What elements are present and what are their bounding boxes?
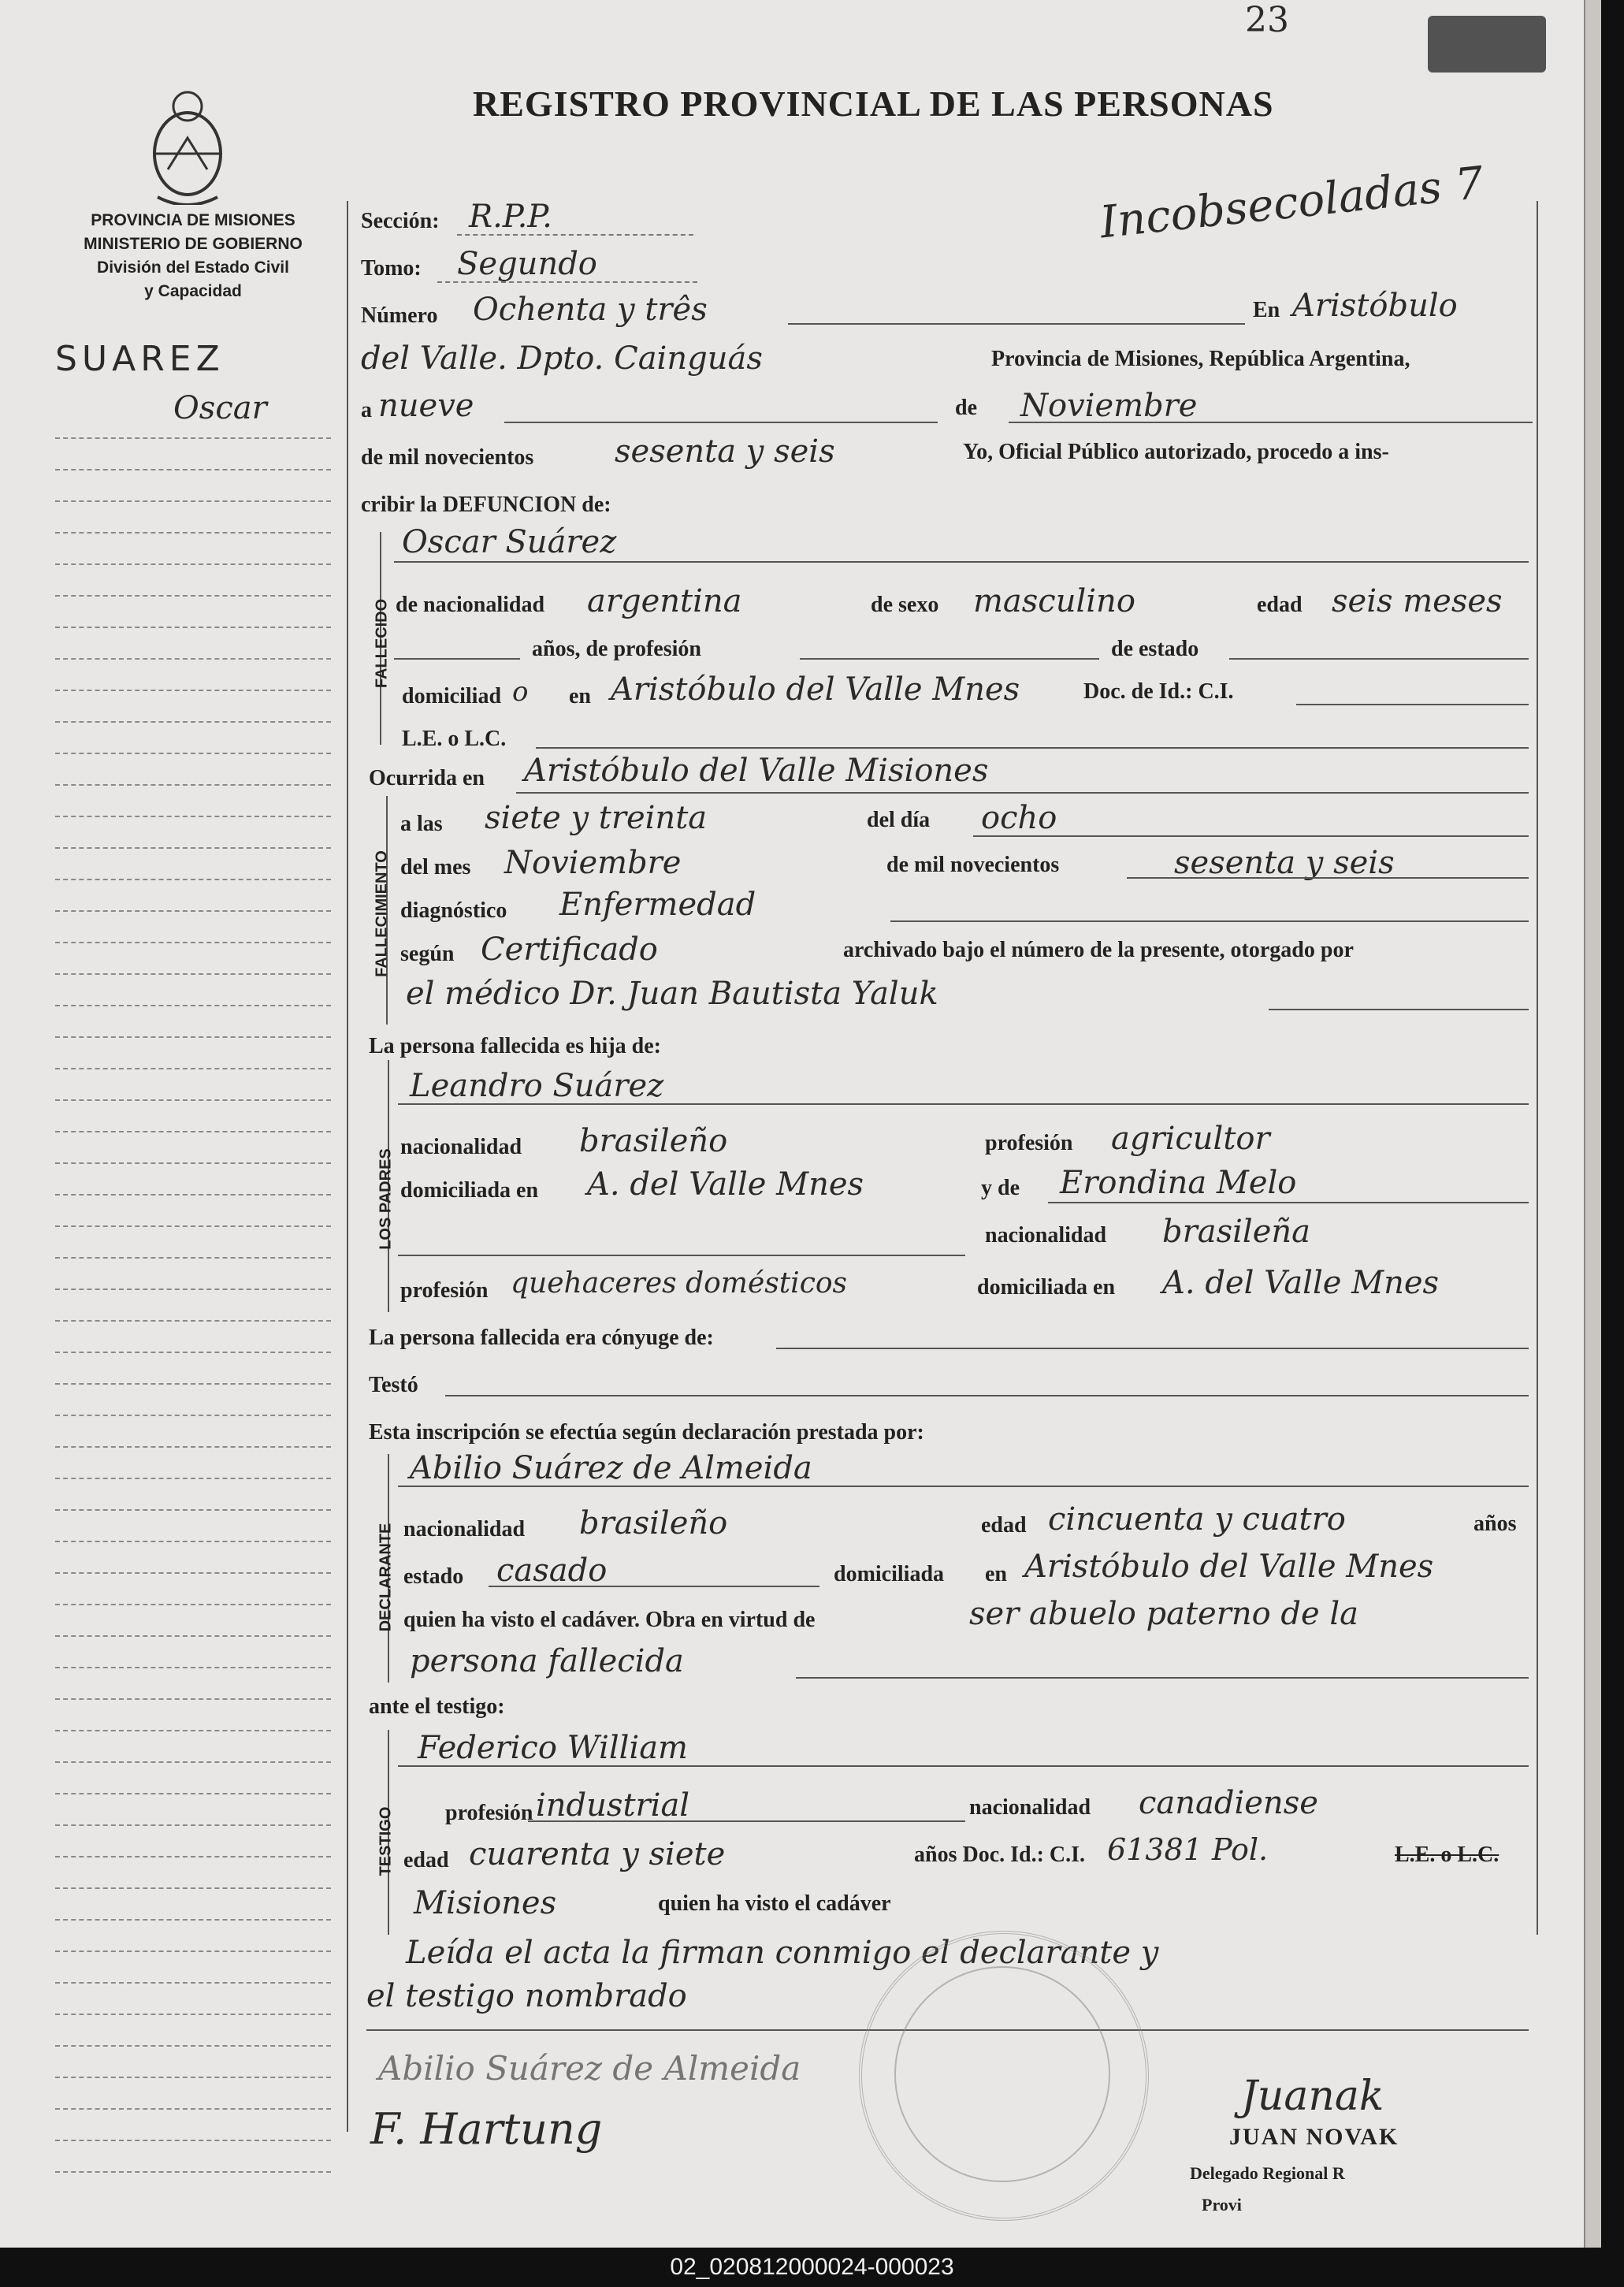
fallecido-anios-label: años, de profesión [532,637,701,661]
margin-rule [55,1383,331,1385]
margin-rule [55,910,331,912]
margin-rule [55,1478,331,1479]
fallecido-nacionalidad-value: argentina [587,583,742,619]
madre-nacionalidad-label: nacionalidad [985,1223,1107,1248]
a-label: a [361,398,372,422]
declarante-virtud-value: ser abuelo paterno de la [969,1596,1359,1632]
seccion-line [457,234,693,236]
official-title-1: Delegado Regional R [1190,2163,1345,2183]
testigo-nacionalidad-label: nacionalidad [969,1795,1091,1820]
coat-of-arms-icon [140,79,235,205]
anio-value-fallecimiento: sesenta y seis [1174,845,1395,881]
dia-line [504,422,938,423]
archivado-text: archivado bajo el número de la presente, otorgado por [843,938,1354,962]
virtud-line [796,1677,1529,1679]
testigo-section-label: TESTIGO [377,1806,395,1876]
margin-rule [55,1667,331,1668]
margin-rule [55,1919,331,1921]
margin-rule [55,721,331,723]
page-number: 23 [1245,0,1289,40]
testigo-profesion-value: industrial [536,1787,690,1824]
testigo-visto-text: quien ha visto el cadáver [658,1891,891,1916]
testigo-anios-doc-label: años Doc. Id.: C.I. [914,1843,1086,1867]
madre-domiciliada-value: A. del Valle Mnes [1162,1265,1440,1301]
mes-value-fallecimiento: Noviembre [504,845,682,881]
testigo-doc-value: 61381 Pol. [1107,1832,1269,1867]
margin-rule [55,658,331,660]
margin-rule [55,1887,331,1889]
margin-rule [55,1036,331,1038]
dia-value: nueve [378,388,474,424]
declarante-en-label: en [985,1562,1007,1586]
padres-intro: La persona fallecida es hija de: [369,1034,661,1058]
closing-line-1: Leída el acta la firman conmigo el declarante y [406,1935,1159,1971]
margin-rule [55,2171,331,2173]
padre-line [398,1103,1529,1105]
madre-line [1048,1202,1529,1203]
hora-label: a las [400,812,443,836]
official-name: JUAN NOVAK [1229,2124,1399,2150]
seccion-value: R.P.P. [469,199,552,235]
lugar-value: del Valle. Dpto. Cainguás [361,340,763,377]
oficial-text: Yo, Oficial Público autorizado, procedo a ins- [963,440,1389,464]
padre-profesion-value: agricultor [1111,1121,1270,1157]
margin-rule [55,2140,331,2141]
header-line-1: PROVINCIA DE MISIONES [91,211,295,229]
header-line-3: División del Estado Civil [97,258,289,277]
margin-rule [55,1698,331,1700]
fallecido-sexo-label: de sexo [871,593,939,617]
padre-nacionalidad-value: brasileño [579,1123,728,1159]
fallecido-le-label: L.E. o L.C. [402,727,507,751]
annotation-note: Incobsecoladas 7 [1097,157,1486,249]
de-label: de [955,396,977,420]
fallecido-domicilio-label: domiciliad [402,684,502,708]
dia-label: del día [867,808,931,832]
en-label: En [1253,298,1280,322]
numero-line [788,323,1245,325]
fallecido-domicilio-value: Aristóbulo del Valle Mnes [611,671,1020,708]
margin-rule [55,753,331,754]
testigo-line [398,1765,1529,1767]
margin-rule [55,1320,331,1322]
tomo-value: Segundo [457,246,597,282]
margin-rule [55,690,331,691]
margin-rule [55,1415,331,1416]
margin-rule [55,627,331,628]
margin-divider [347,201,348,2132]
margin-rule [55,1352,331,1353]
tomo-label: Tomo: [361,256,422,281]
ocurrida-line [516,792,1529,794]
ink-stamp-mark [1428,16,1546,73]
margin-surname: SUAREZ [55,339,225,379]
margin-rule [55,1257,331,1259]
signature-official: Juanak [1241,2073,1384,2120]
declarante-section-label: DECLARANTE [377,1523,395,1632]
declarante-nacionalidad-value: brasileño [579,1505,728,1541]
official-seal-inner [894,1966,1110,2182]
declarante-intro: Esta inscripción se efectúa según declaración prestada por: [369,1420,924,1445]
testigo-le-label: L.E. o L.C. [1395,1843,1500,1867]
fallecido-doc-label: Doc. de Id.: C.I. [1083,679,1234,704]
testigo-profesion-label: profesión [445,1801,533,1825]
testigo-edad-value: cuarenta y siete [469,1836,726,1872]
madre-profesion-value: quehaceres domésticos [511,1267,848,1300]
padre-profesion-label: profesión [985,1131,1073,1155]
margin-rule [55,1225,331,1227]
margin-rule [55,1730,331,1731]
tomo-line [437,281,697,283]
margin-rule [55,1005,331,1006]
margin-rule [55,2014,331,2015]
margin-rule [55,1509,331,1511]
fallecido-en-label: en [569,684,591,708]
diagnostico-value: Enfermedad [559,887,756,923]
declarante-edad-value: cincuenta y cuatro [1048,1501,1346,1538]
margin-rule [55,942,331,943]
anios-line [394,658,520,660]
fallecido-edad-label: edad [1257,593,1303,617]
margin-rule [55,816,331,817]
diagnostico-label: diagnóstico [400,898,507,923]
margin-rule [55,1635,331,1637]
testigo-lugar-value: Misiones [414,1885,557,1921]
anio-line-fallecimiento [1127,877,1529,879]
margin-rule [55,847,331,849]
official-title-2: Provi [1202,2195,1242,2214]
madre-domiciliada-label: domiciliada en [977,1275,1116,1300]
margin-rule [55,1194,331,1196]
declarante-domiciliada-value: Aristóbulo del Valle Mnes [1024,1549,1434,1585]
issuer-header [43,209,343,303]
declarante-visto-text: quien ha visto el cadáver. Obra en virtud de [403,1608,816,1632]
margin-rule [55,973,331,975]
conyuge-text: La persona fallecida era cónyuge de: [369,1326,714,1350]
inscribir-text: cribir la DEFUNCION de: [361,493,611,517]
margin-rule [55,1572,331,1574]
padre-domiciliada-label: domiciliada en [400,1178,539,1203]
page-edge [1584,0,1601,2248]
fallecido-edad-value: seis meses [1332,583,1503,619]
declarante-anios-label: años [1473,1512,1517,1536]
margin-rule [55,784,331,786]
seccion-label: Sección: [361,209,440,233]
declarante-line [398,1486,1529,1487]
margin-rule [55,1068,331,1069]
margin-rule [55,1099,331,1101]
fallecido-sexo-value: masculino [973,583,1135,619]
margin-rule [55,500,331,502]
closing-line-2: el testigo nombrado [366,1978,687,2014]
padre-nombre: Leandro Suárez [410,1068,664,1104]
madre-nacionalidad-value: brasileña [1162,1214,1310,1250]
declarante-nacionalidad-label: nacionalidad [403,1517,526,1541]
testo-line [445,1395,1529,1396]
header-line-2: MINISTERIO DE GOBIERNO [84,235,303,253]
padre-nacionalidad-label: nacionalidad [400,1135,522,1159]
margin-rule [55,1824,331,1826]
padre-domiciliada-value: A. del Valle Mnes [587,1166,864,1203]
fallecido-nombre-line [394,561,1529,563]
estado-line-declarante [489,1586,819,1587]
margin-rule [55,1446,331,1448]
numero-label: Número [361,303,438,328]
en-value: Aristóbulo [1292,288,1458,324]
madre-nombre: Erondina Melo [1060,1165,1297,1201]
testigo-nombre: Federico William [418,1730,688,1766]
segun-value: Certificado [481,932,658,968]
margin-rule [55,1289,331,1290]
le-line [536,747,1529,749]
provincia-text: Provincia de Misiones, República Argentina, [991,347,1410,371]
testigo-intro: ante el testigo: [369,1694,505,1719]
fallecido-nacionalidad-label: de nacionalidad [396,593,545,617]
y-de-label: y de [981,1176,1020,1200]
numero-value: Ochenta y três [473,292,708,328]
declarante-estado-label: estado [403,1564,464,1589]
mes-line [1009,422,1533,423]
declarante-edad-label: edad [981,1513,1027,1538]
margin-rule [55,2108,331,2110]
testigo-profesion-line [528,1820,965,1822]
declarante-nombre: Abilio Suárez de Almeida [410,1450,812,1486]
fallecimiento-section-label: FALLECIMIENTO [373,850,391,977]
header-line-4: y Capacidad [144,282,242,300]
ocurrida-value: Aristóbulo del Valle Misiones [524,753,989,789]
madre-profesion-label: profesión [400,1278,489,1303]
padres-section-label: LOS PADRES [377,1148,395,1250]
hora-value: siete y treinta [485,800,708,836]
margin-rule [55,879,331,880]
margin-given-name: Oscar [173,390,267,426]
segun-label: según [400,942,455,966]
medico-line [1269,1009,1529,1010]
anio-label: de mil novecientos [361,445,534,470]
margin-rule [55,469,331,470]
dia-value-fallecimiento: ocho [981,800,1057,836]
anio-label-fallecimiento: de mil novecientos [886,853,1060,877]
right-border [1537,201,1538,1935]
document-title: REGISTRO PROVINCIAL DE LAS PERSONAS [473,84,1274,124]
conyuge-line [776,1348,1529,1349]
declarante-domiciliada-label: domiciliada [834,1562,945,1586]
margin-rule [55,563,331,565]
margin-rule [55,1982,331,1984]
margin-rule [55,1131,331,1132]
profesion-line [800,658,1099,660]
margin-rule [55,1604,331,1605]
fallecido-nombre: Oscar Suárez [402,524,617,560]
margin-rule [55,1761,331,1763]
ocurrida-label: Ocurrida en [369,766,485,790]
medico-value: el médico Dr. Juan Bautista Yaluk [406,976,938,1012]
anio-value: sesenta y seis [615,433,835,470]
margin-rule [55,532,331,534]
estado-line [1229,658,1529,660]
doc-line [1296,704,1529,705]
declarante-estado-value: casado [496,1553,608,1589]
signature-declarante: Abilio Suárez de Almeida [378,2049,801,2088]
testo-text: Testó [369,1373,418,1397]
margin-rule [55,595,331,597]
margin-rule [55,437,331,439]
signature-testigo: F. Hartung [370,2104,603,2154]
image-caption: 02_020812000024-000023 [670,2254,954,2280]
testigo-edad-label: edad [403,1848,449,1872]
dia-line-fallecimiento [973,835,1529,837]
margin-rule [55,1950,331,1952]
fallecido-estado-label: de estado [1111,637,1199,661]
mes-label: del mes [400,855,471,879]
margin-rule [55,2077,331,2078]
declarante-virtud-value2: persona fallecida [410,1643,684,1679]
margin-rule [55,1856,331,1857]
margin-rule [55,1541,331,1542]
padre-blank-line [398,1255,965,1256]
mes-value: Noviembre [1020,388,1198,424]
margin-rule [55,2045,331,2047]
diagnostico-line [890,920,1529,922]
margin-rule [55,1162,331,1164]
testigo-nacionalidad-value: canadiense [1139,1785,1318,1821]
margin-rule [55,1793,331,1794]
fallecido-domicilio-suffix: o [512,676,529,708]
fallecido-section-label: FALLECIDO [373,598,391,689]
